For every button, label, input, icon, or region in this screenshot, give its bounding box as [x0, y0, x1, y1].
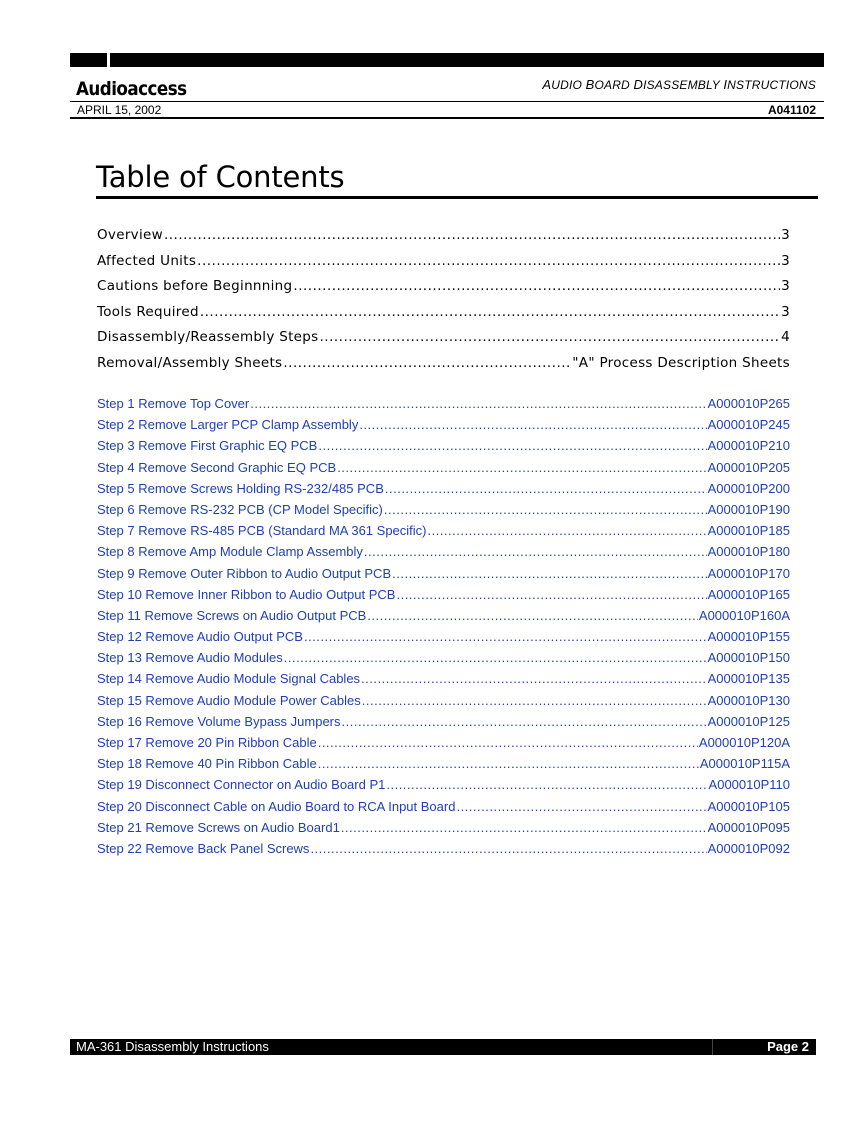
toc-entry-label: Tools Required	[97, 303, 199, 320]
toc-entry-page: A000010P105	[707, 798, 790, 814]
toc-entry	[97, 351, 790, 377]
toc-entry-page: A000010P110	[708, 777, 790, 793]
footer-doc-name: MA-361 Disassembly Instructions	[76, 1039, 269, 1054]
toc-step-link[interactable]	[97, 541, 790, 562]
page-footer	[70, 1039, 816, 1055]
toc-leader-dots	[318, 753, 699, 774]
toc-leader-dots	[362, 690, 707, 711]
toc-leader-dots	[359, 414, 706, 435]
toc-entry-label: Step 13 Remove Audio Modules	[97, 650, 283, 666]
header-bottom-rule	[70, 117, 824, 119]
toc-entry-page: A000010P165	[707, 586, 790, 602]
toc-entry-page: 3	[781, 227, 790, 243]
toc-entry	[97, 223, 790, 249]
toc-step-link[interactable]	[97, 690, 790, 711]
toc-step-link[interactable]	[97, 817, 790, 838]
footer-page-number: Page 2	[767, 1039, 809, 1054]
toc-entry-page: A000010P150	[707, 650, 790, 666]
toc-leader-dots	[367, 605, 698, 626]
toc-entry-label: Step 15 Remove Audio Module Power Cables	[97, 692, 361, 708]
toc-leader-dots	[293, 274, 780, 300]
toc-leader-dots	[318, 732, 698, 753]
toc-step-link[interactable]	[97, 605, 790, 626]
toc-entry-label: Step 1 Remove Top Cover	[97, 396, 250, 411]
toc-step-link[interactable]	[97, 753, 790, 774]
toc-step-link[interactable]	[97, 457, 790, 478]
toc-entry-label: Step 7 Remove RS-485 PCB (Standard MA 361 Specific)	[97, 523, 427, 539]
toc-leader-dots	[310, 838, 706, 859]
toc-leader-dots	[200, 300, 780, 326]
document-title	[542, 77, 816, 92]
toc-entry-page: A000010P155	[707, 629, 790, 645]
toc-leader-dots	[385, 478, 707, 499]
toc-leader-dots	[250, 393, 706, 414]
toc-entry-page: A000010P200	[707, 480, 790, 496]
toc-entry	[97, 249, 790, 275]
toc-entry-page: A000010P160A	[698, 607, 790, 623]
toc-entry-label: Affected Units	[97, 252, 197, 269]
toc-step-link[interactable]	[97, 796, 790, 817]
document-date: APRIL 15, 2002	[77, 103, 162, 117]
main-toc-list	[97, 223, 790, 377]
toc-leader-dots	[337, 457, 706, 478]
toc-leader-dots	[319, 325, 780, 351]
toc-entry-page: A000010P185	[707, 523, 790, 539]
toc-entry-label: Step 21 Remove Screws on Audio Board1	[97, 819, 340, 835]
toc-step-link[interactable]	[97, 435, 790, 456]
header-bar-notch	[107, 53, 110, 67]
toc-entry-page: A000010P125	[707, 713, 790, 729]
title-cap: I	[723, 77, 728, 92]
toc-entry-page: A000010P115A	[699, 756, 790, 772]
toc-entry-label: Step 3 Remove First Graphic EQ PCB	[97, 438, 318, 454]
toc-entry-label: Step 16 Remove Volume Bypass Jumpers	[97, 713, 341, 729]
toc-leader-dots	[392, 563, 706, 584]
title-rest: NSTRUCTIONS	[727, 78, 816, 92]
toc-leader-dots	[304, 626, 707, 647]
toc-entry-page: 3	[781, 303, 790, 320]
toc-step-link[interactable]	[97, 563, 790, 584]
toc-entry-label: Step 14 Remove Audio Module Signal Cables	[97, 671, 361, 687]
toc-entry-label: Step 12 Remove Audio Output PCB	[97, 629, 303, 645]
toc-step-link[interactable]	[97, 520, 790, 541]
header-divider	[70, 101, 824, 102]
header-top-bar	[70, 53, 824, 67]
toc-entry-page: "A" Process Description Sheets	[572, 354, 790, 371]
toc-leader-dots	[318, 435, 706, 456]
toc-entry-label: Removal/Assembly Sheets	[97, 354, 283, 371]
toc-step-link[interactable]	[97, 647, 790, 668]
toc-entry-page: A000010P170	[707, 565, 790, 581]
title-cap: A	[542, 77, 552, 92]
toc-step-link[interactable]	[97, 584, 790, 605]
toc-entry-page: A000010P210	[707, 438, 790, 454]
toc-step-link[interactable]	[97, 478, 790, 499]
toc-entry-label: Step 6 Remove RS-232 PCB (CP Model Specific)	[97, 501, 383, 517]
toc-entry	[97, 300, 790, 326]
toc-leader-dots	[283, 351, 571, 377]
toc-leader-dots	[384, 499, 707, 520]
toc-step-link[interactable]	[97, 626, 790, 647]
toc-entry-page: 3	[781, 278, 790, 295]
toc-leader-dots	[341, 817, 707, 838]
toc-title: Table of Contents	[96, 160, 345, 194]
toc-step-link[interactable]	[97, 414, 790, 435]
toc-entry-page: A000010P190	[707, 501, 790, 517]
toc-leader-dots	[386, 774, 707, 795]
toc-entry-label: Step 11 Remove Screws on Audio Output PCB	[97, 607, 367, 623]
toc-step-link[interactable]	[97, 668, 790, 689]
brand-name: Audioaccess	[76, 78, 187, 100]
toc-entry-label: Step 18 Remove 40 Pin Ribbon Cable	[97, 756, 317, 772]
toc-leader-dots	[396, 584, 706, 605]
toc-leader-dots	[364, 541, 707, 562]
toc-entry-label: Disassembly/Reassembly Steps	[97, 329, 319, 346]
toc-entry-label: Step 5 Remove Screws Holding RS-232/485 PCB	[97, 480, 384, 496]
toc-step-link[interactable]	[97, 499, 790, 520]
toc-entry-page: A000010P205	[707, 459, 790, 475]
toc-entry-label: Step 10 Remove Inner Ribbon to Audio Output PCB	[97, 586, 396, 602]
toc-entry-label: Step 2 Remove Larger PCP Clamp Assembly	[97, 417, 359, 433]
toc-leader-dots	[428, 520, 707, 541]
toc-entry-label: Step 20 Disconnect Cable on Audio Board to RCA Input Board	[97, 798, 456, 814]
toc-entry	[97, 274, 790, 300]
document-number: A041102	[767, 103, 816, 117]
toc-step-link[interactable]	[97, 711, 790, 732]
title-cap: B	[585, 77, 595, 92]
toc-entry-page: A000010P245	[707, 417, 790, 433]
toc-entry-label: Step 8 Remove Amp Module Clamp Assembly	[97, 544, 363, 560]
title-rest: UDIO	[551, 78, 586, 92]
title-rest: ISASSEMBLY	[643, 78, 724, 92]
toc-entry-page: 4	[781, 329, 790, 346]
toc-entry-label: Step 22 Remove Back Panel Screws	[97, 840, 310, 856]
footer-separator	[712, 1039, 713, 1055]
toc-step-link[interactable]	[97, 732, 790, 753]
toc-entry-page: A000010P092	[707, 840, 790, 856]
toc-step-link[interactable]	[97, 393, 790, 414]
toc-leader-dots	[197, 249, 780, 275]
toc-entry-page: 3	[781, 252, 790, 269]
toc-leader-dots	[361, 668, 707, 689]
toc-entry-label: Step 17 Remove 20 Pin Ribbon Cable	[97, 735, 317, 750]
toc-entry-page: A000010P135	[707, 671, 790, 687]
toc-entry-label: Step 9 Remove Outer Ribbon to Audio Output PCB	[97, 565, 392, 581]
toc-leader-dots	[284, 647, 707, 668]
toc-entry-page: A000010P120A	[698, 735, 790, 750]
step-toc-list	[97, 393, 790, 859]
title-rest: OARD	[594, 78, 634, 92]
toc-entry-page: A000010P180	[707, 544, 790, 560]
toc-leader-dots	[164, 223, 780, 249]
toc-step-link[interactable]	[97, 838, 790, 859]
title-cap: D	[633, 77, 644, 92]
toc-leader-dots	[456, 796, 706, 817]
toc-entry-page: A000010P265	[707, 396, 790, 411]
toc-entry	[97, 325, 790, 351]
toc-step-link[interactable]	[97, 774, 790, 795]
toc-entry-label: Overview	[97, 227, 163, 243]
toc-entry-page: A000010P130	[707, 692, 790, 708]
toc-entry-label: Step 19 Disconnect Connector on Audio Board P1	[97, 777, 386, 793]
toc-entry-label: Step 4 Remove Second Graphic EQ PCB	[97, 459, 337, 475]
toc-entry-page: A000010P095	[707, 819, 790, 835]
toc-leader-dots	[342, 711, 707, 732]
toc-entry-label: Cautions before Beginnning	[97, 278, 293, 295]
toc-title-rule	[96, 196, 818, 199]
